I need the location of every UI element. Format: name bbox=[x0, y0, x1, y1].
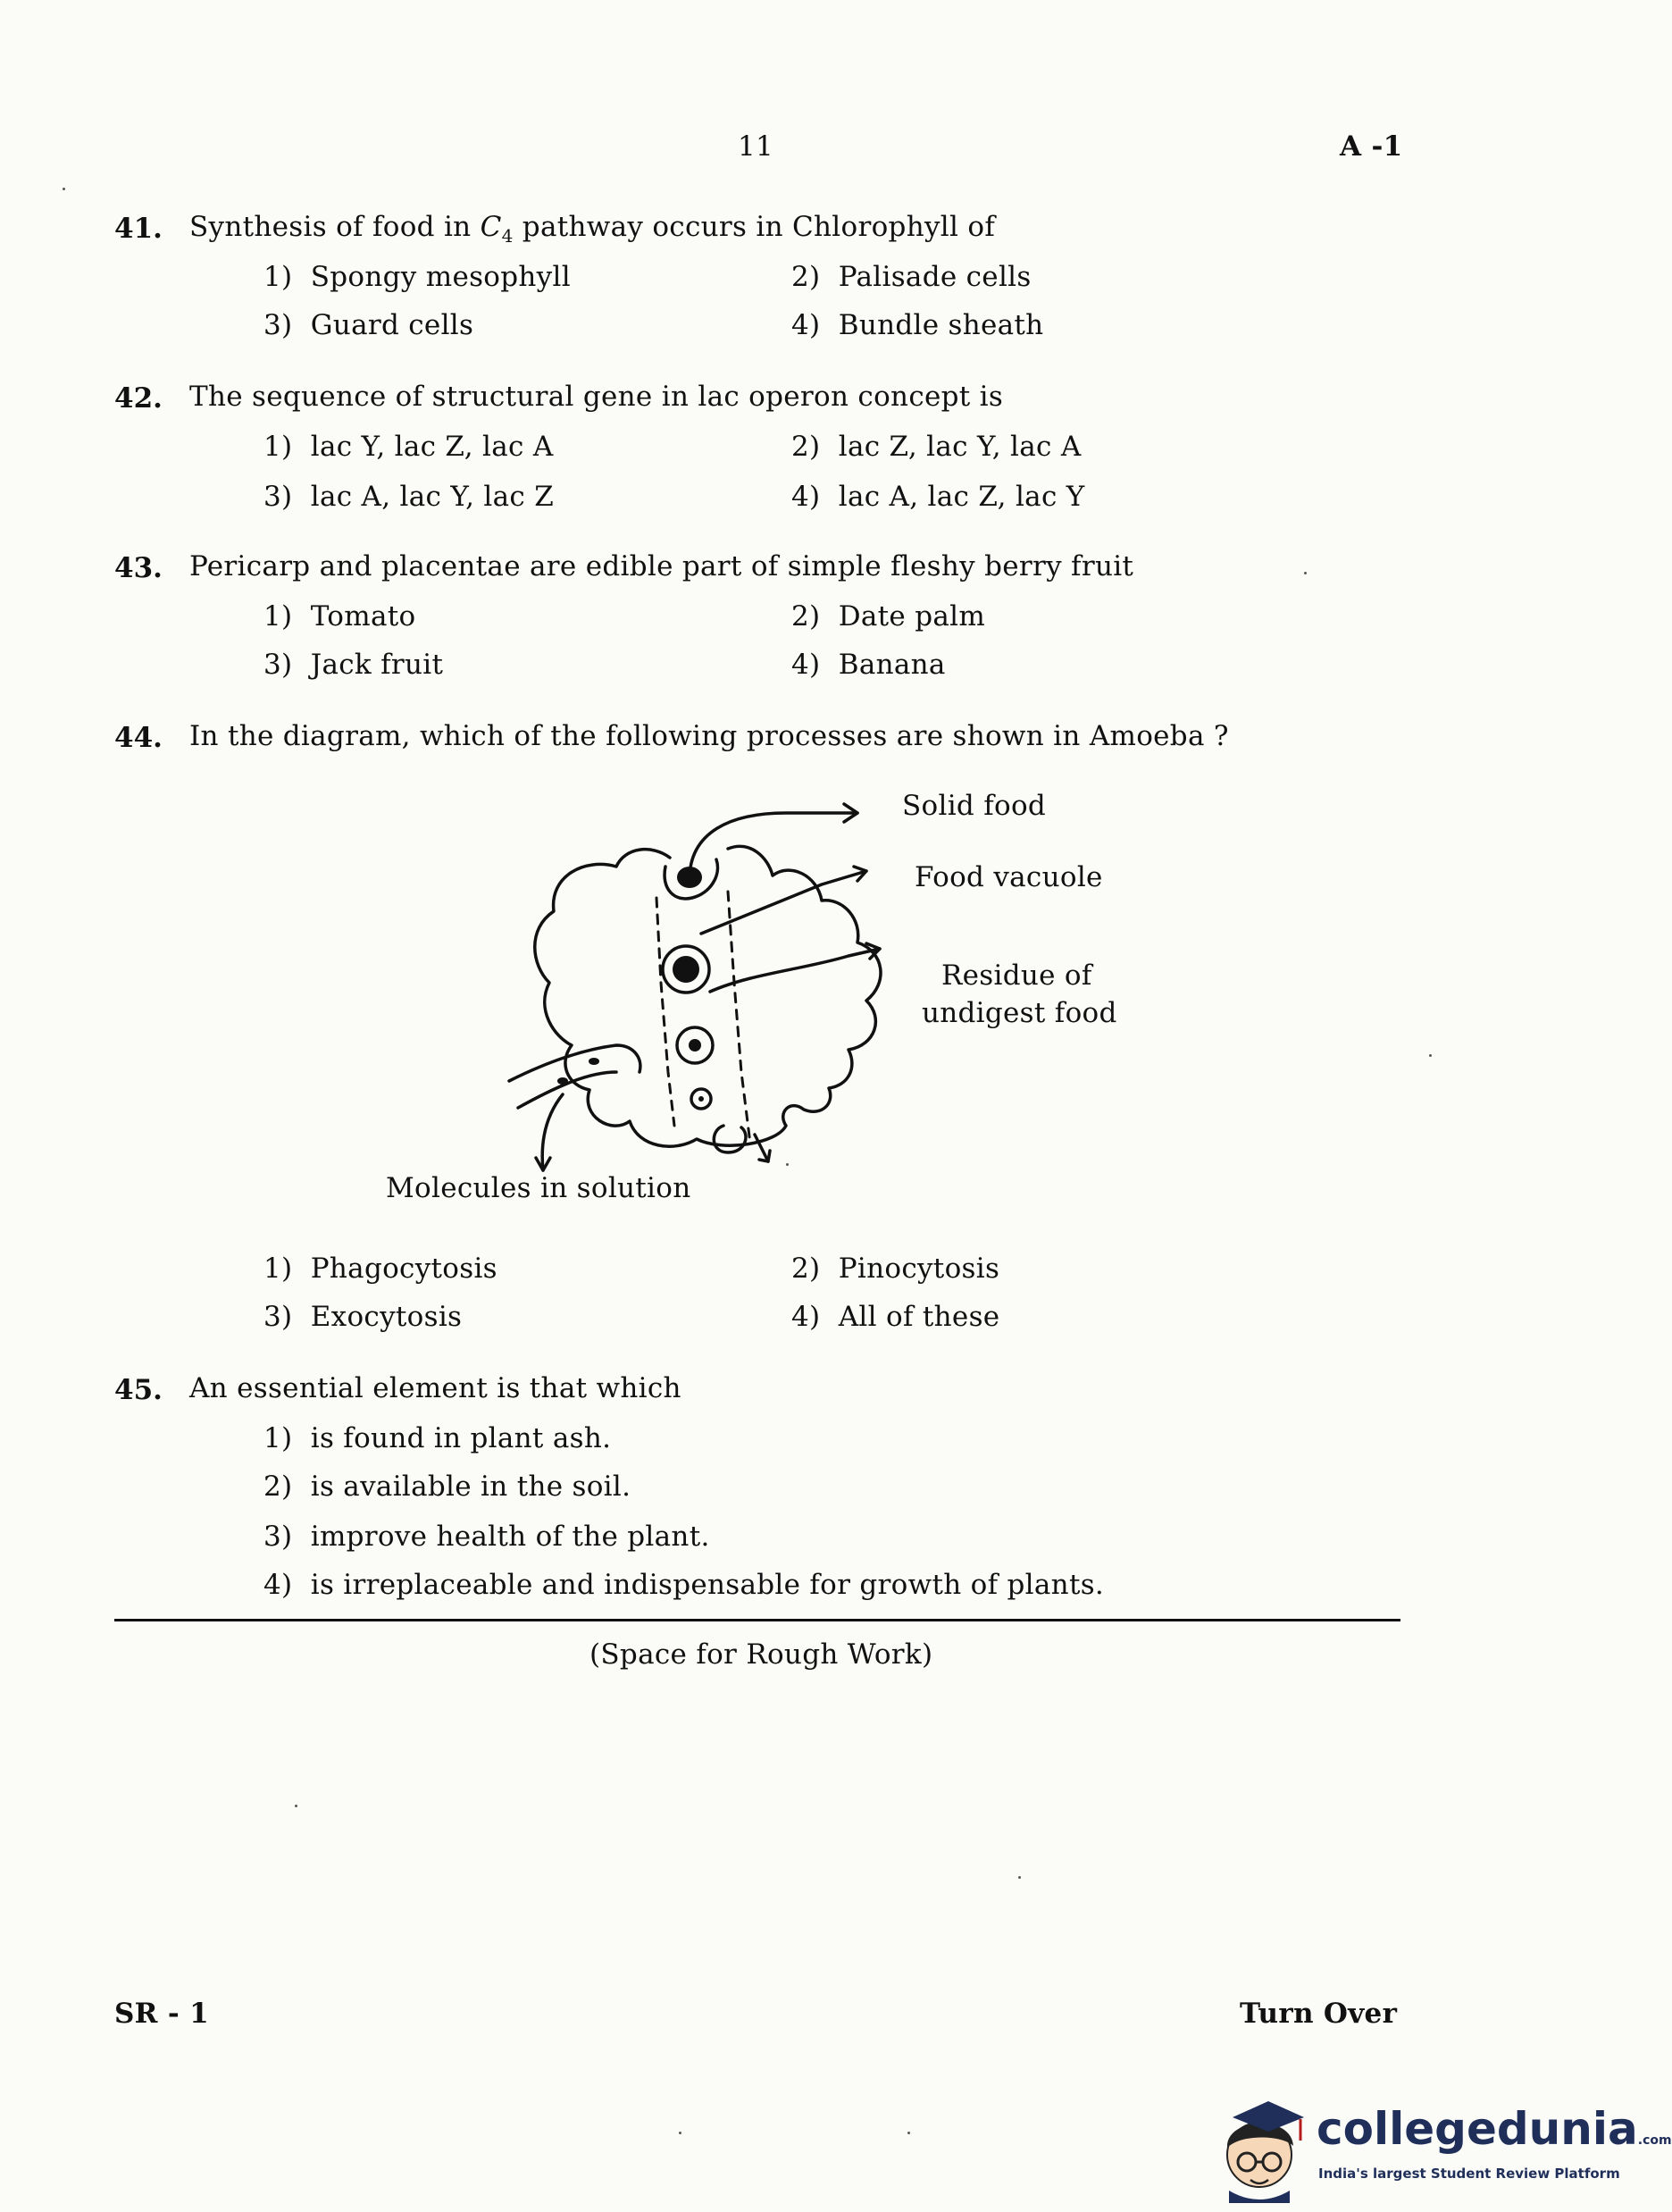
page-number: 11 bbox=[738, 130, 774, 163]
question-number: 44. bbox=[114, 722, 163, 754]
option-3: 3) improve health of the plant. bbox=[263, 1521, 710, 1553]
channel-right bbox=[728, 892, 750, 1144]
option-3: 3) Jack fruit bbox=[263, 649, 444, 681]
brand-tagline: India's largest Student Review Platform bbox=[1318, 2166, 1620, 2182]
option-2: 2) lac Z, lac Y, lac A bbox=[791, 431, 1082, 463]
option-3: 3) Guard cells bbox=[263, 309, 474, 341]
mascot-icon bbox=[1206, 2091, 1313, 2203]
option-4: 4) All of these bbox=[791, 1301, 1000, 1333]
question-stem: An essential element is that which bbox=[189, 1372, 681, 1404]
channel-left bbox=[656, 898, 674, 1126]
option-4: 4) is irreplaceable and indispensable for growth of plants. bbox=[263, 1569, 1105, 1601]
option-3: 3) Exocytosis bbox=[263, 1301, 463, 1333]
question-number: 45. bbox=[114, 1374, 163, 1406]
collegedunia-watermark bbox=[1206, 2091, 1672, 2203]
option-1: 1) lac Y, lac Z, lac A bbox=[263, 431, 554, 463]
footer-turn-over: Turn Over bbox=[1240, 1998, 1398, 2030]
label-solid-food: Solid food bbox=[902, 790, 1047, 822]
arrow-molecules bbox=[542, 1094, 563, 1170]
question-stem: The sequence of structural gene in lac operon concept is bbox=[189, 381, 1004, 413]
arrow-solid-food bbox=[690, 813, 857, 883]
option-4: 4) lac A, lac Z, lac Y bbox=[791, 481, 1085, 513]
pinocytosis-channel bbox=[509, 1045, 640, 1081]
section-divider bbox=[114, 1619, 1400, 1621]
option-2: 2) Palisade cells bbox=[791, 261, 1032, 293]
question-number: 42. bbox=[114, 382, 163, 415]
label-molecules: Molecules in solution bbox=[386, 1172, 691, 1204]
option-1: 1) Spongy mesophyll bbox=[263, 261, 571, 293]
pinocytosis-channel-inner bbox=[518, 1072, 616, 1108]
footer-series-code: SR - 1 bbox=[114, 1998, 209, 2030]
option-1: 1) Tomato bbox=[263, 600, 416, 633]
option-2: 2) is available in the soil. bbox=[263, 1470, 631, 1503]
option-1: 1) is found in plant ash. bbox=[263, 1422, 612, 1454]
label-residue-line1: Residue of bbox=[941, 959, 1092, 992]
question-stem: Synthesis of food in $C_4$ pathway occurs in Chlorophyll of bbox=[189, 211, 996, 247]
option-4: 4) Bundle sheath bbox=[791, 309, 1044, 341]
label-food-vacuole: Food vacuole bbox=[915, 861, 1103, 893]
question-number: 41. bbox=[114, 213, 163, 245]
paper-code: A -1 bbox=[1340, 130, 1403, 163]
option-2: 2) Date palm bbox=[791, 600, 986, 633]
question-stem: Pericarp and placentae are edible part of simple fleshy berry fruit bbox=[189, 550, 1134, 582]
label-residue-line2: undigest food bbox=[922, 997, 1117, 1029]
brand-name: collegedunia.com bbox=[1317, 2103, 1672, 2155]
option-2: 2) Pinocytosis bbox=[791, 1253, 1000, 1285]
rough-work-label: (Space for Rough Work) bbox=[589, 1638, 933, 1671]
arrow-food-vacuole bbox=[701, 871, 866, 934]
option-4: 4) Banana bbox=[791, 649, 946, 681]
option-3: 3) lac A, lac Y, lac Z bbox=[263, 481, 555, 513]
option-1: 1) Phagocytosis bbox=[263, 1253, 497, 1285]
question-stem: In the diagram, which of the following processes are shown in Amoeba ? bbox=[189, 720, 1229, 752]
question-number: 43. bbox=[114, 552, 163, 584]
